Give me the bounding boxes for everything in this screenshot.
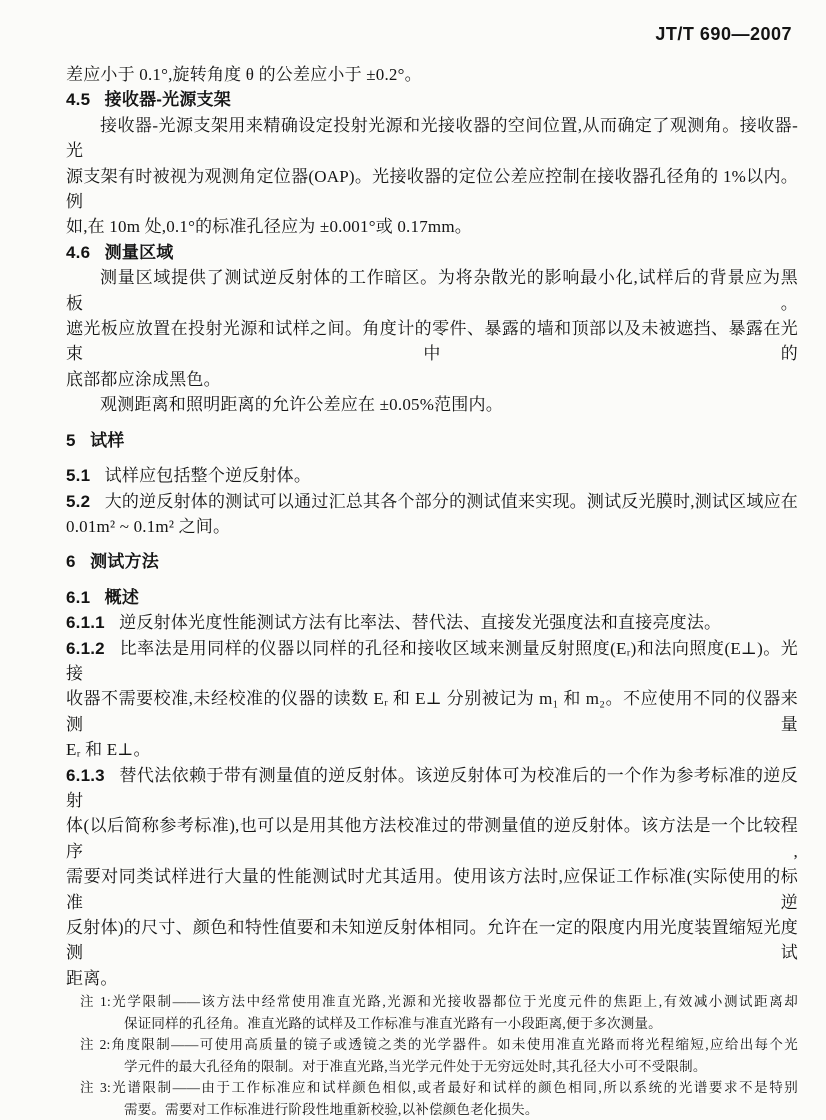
text-line	[66, 864, 798, 915]
text-line	[66, 686, 798, 737]
text-line	[66, 164, 798, 215]
text-line	[66, 463, 798, 488]
line-text: 底部都应涂成黑色。	[66, 369, 221, 389]
line-text: 如,在 10m 处,0.1°的标准孔径应为 ±0.001°或 0.17mm。	[66, 217, 472, 237]
text-line	[66, 392, 798, 417]
line-text: 测量区域	[104, 242, 174, 262]
line-text: 逆反射体光度性能测试方法有比率法、替代法、直接发光强度法和直接亮度法。	[119, 613, 722, 633]
note-line	[66, 1077, 798, 1099]
text-line	[66, 316, 798, 367]
line-text: 需要对同类试样进行大量的性能测试时尤其适用。使用该方法时,应保证工作标准(实际使用的标准逆	[66, 867, 798, 912]
note-line	[66, 991, 798, 1013]
section-heading	[66, 585, 798, 610]
clause-number: 5.2	[66, 491, 91, 511]
text-line	[66, 214, 798, 239]
note-line	[66, 1056, 798, 1078]
text-line	[66, 966, 798, 991]
line-text: 接收器-光源支架用来精确设定投射光源和光接收器的空间位置,从而确定了观测角。接收器-光	[66, 115, 798, 161]
section-heading	[66, 428, 798, 453]
document-body	[66, 62, 798, 1120]
clause-number: 6.1	[66, 587, 91, 607]
line-text: 学元件的最大孔径角的限制。对于准直光路,当光学元件处于无穷远处时,其孔径大小可不受限制。	[124, 1058, 707, 1074]
standard-number: JT/T 690—2007	[655, 24, 792, 44]
text-line	[66, 367, 798, 392]
note-line	[66, 1034, 798, 1056]
text-line	[66, 610, 798, 635]
line-text: 体(以后简称参考标准),也可以是用其他方法校准过的带测量值的逆反射体。该方法是一个比较程序,	[66, 816, 798, 861]
line-text: 遮光板应放置在投射光源和试样之间。角度计的零件、暴露的墙和顶部以及未被遮挡、暴露在光束中的	[66, 319, 798, 364]
line-text: 接收器-光源支架	[104, 90, 231, 110]
text-line	[66, 265, 798, 316]
text-line	[66, 915, 798, 966]
line-text: 注 1:光学限制——该方法中经常使用准直光路,光源和光接收器都位于光度元件的焦距上,有效减小测试距离却	[80, 994, 798, 1010]
line-text: Eᵣ 和 E⊥。	[66, 740, 151, 760]
line-text: 反射体)的尺寸、颜色和特性值要和未知逆反射体相同。允许在一定的限度内用光度装置缩短光度测试	[66, 918, 798, 963]
text-line	[66, 763, 798, 814]
line-text: 0.01m² ~ 0.1m² 之间。	[66, 516, 231, 536]
text-line	[66, 636, 798, 687]
text-line	[66, 813, 798, 864]
line-text: 测量区域提供了测试逆反射体的工作暗区。为将杂散光的影响最小化,试样后的背景应为黑板。	[66, 268, 798, 313]
clause-number: 5.1	[66, 466, 91, 486]
text-line	[66, 113, 798, 164]
line-text: 源支架有时被视为观测角定位器(OAP)。光接收器的定位公差应控制在接收器孔径角的 1%以内。例	[66, 166, 798, 212]
clause-number: 4.5	[66, 90, 91, 110]
clause-number: 6.1.3	[66, 765, 105, 785]
line-text: 大的逆反射体的测试可以通过汇总其各个部分的测试值来实现。测试反光膜时,测试区域应在	[104, 491, 798, 511]
line-text: 注 3:光谱限制——由于工作标准应和试样颜色相似,或者最好和试样的颜色相同,所以系统的光谱要求不是特别	[80, 1080, 798, 1096]
note-line	[66, 1013, 798, 1035]
clause-number: 6	[66, 552, 76, 572]
text-line	[66, 62, 798, 87]
line-text: 差应小于 0.1°,旋转角度 θ 的公差应小于 ±0.2°。	[66, 65, 422, 84]
line-text: 试样应包括整个逆反射体。	[104, 466, 312, 486]
section-heading	[66, 240, 798, 265]
clause-number: 6.1.1	[66, 613, 105, 633]
line-text: 比率法是用同样的仪器以同样的孔径和接收区域来测量反射照度(Eᵣ)和法向照度(E⊥)。光接	[66, 638, 798, 683]
line-text: 替代法依赖于带有测量值的逆反射体。该逆反射体可为校准后的一个作为参考标准的逆反射	[66, 765, 798, 810]
line-text: 距离。	[66, 968, 118, 988]
line-text: 收器不需要校准,未经校准的仪器的读数 Eᵣ 和 E⊥ 分别被记为 m₁ 和 m₂。不应使用不同的仪器来测量	[66, 689, 798, 734]
line-text: 注 2:角度限制——可使用高质量的镜子或透镜之类的光学器件。如未使用准直光路而将光程缩短,应给出每个光	[80, 1037, 798, 1053]
line-text: 试样	[90, 430, 125, 450]
text-line	[66, 737, 798, 762]
section-heading	[66, 549, 798, 574]
clause-number: 5	[66, 430, 76, 450]
line-text: 保证同样的孔径角。准直光路的试样及工作标准与准直光路有一小段距离,便于多次测量。	[124, 1015, 662, 1031]
note-line	[66, 1099, 798, 1120]
line-text: 概述	[104, 587, 140, 607]
clause-number: 4.6	[66, 242, 91, 262]
clause-number: 6.1.2	[66, 638, 105, 658]
line-text: 测试方法	[90, 552, 159, 572]
text-line	[66, 514, 798, 539]
text-line	[66, 489, 798, 514]
line-text: 观测距离和照明距离的允许公差应在 ±0.05%范围内。	[100, 395, 503, 415]
section-heading	[66, 87, 798, 112]
line-text: 需要。需要对工作标准进行阶段性地重新校验,以补偿颜色老化损失。	[124, 1101, 539, 1117]
